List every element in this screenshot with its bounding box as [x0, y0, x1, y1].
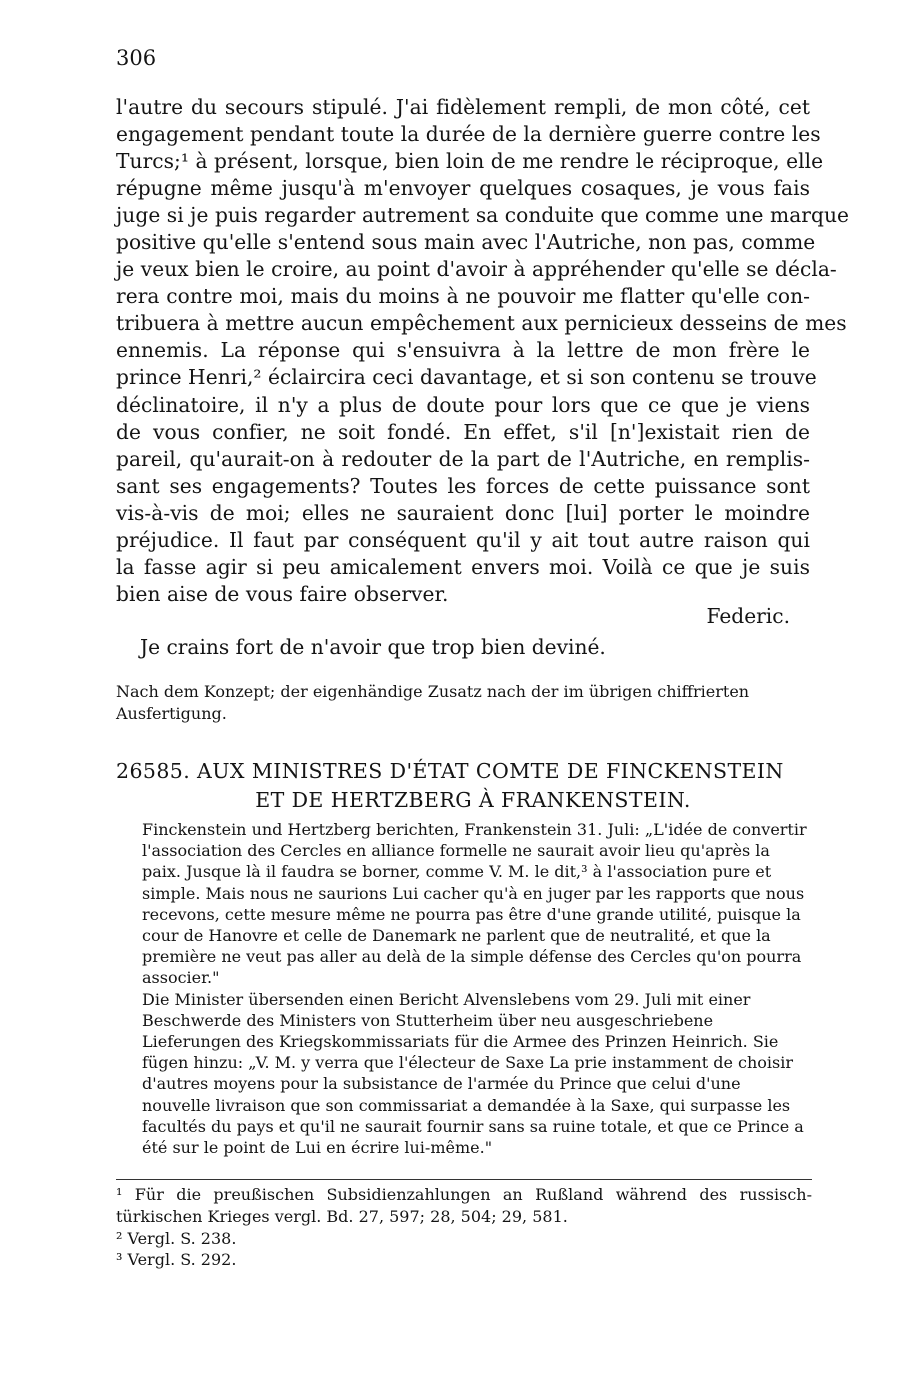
body-line: pareil, qu'aurait-on à redouter de la part de l'Autriche, en remplis-: [116, 446, 810, 471]
body-line: vis-à-vis de moi; elles ne sauraient donc [lui] porter le moindre: [116, 500, 810, 525]
body-line: de vous confier, ne soit fondé. En effet, s'il [n']existait rien de: [116, 419, 810, 444]
body-line: l'autre du secours stipulé. J'ai fidèlement rempli, de mon côté, cet: [116, 95, 810, 119]
body-line: juge si je puis regarder autrement sa conduite que comme une marque: [116, 203, 850, 228]
body-line: répugne même jusqu'à m'envoyer quelques cosaques, je vous fais: [116, 176, 810, 201]
postscript: Je crains fort de n'avoir que trop bien deviné.: [140, 635, 606, 659]
body-line: sant ses engagements? Toutes les forces de cette puissance sont: [116, 473, 810, 498]
body-line: je veux bien le croire, au point d'avoir à appréhender qu'elle se décla-: [116, 257, 837, 282]
body-line: engagement pendant toute la durée de la dernière guerre contre les: [116, 122, 821, 147]
body-line: bien aise de vous faire observer.: [116, 581, 449, 606]
body-line: Turcs;¹ à présent, lorsque, bien loin de me rendre le réciproque, elle: [116, 149, 824, 174]
footnote: ² Vergl. S. 238.: [116, 1228, 237, 1248]
summary-block: [116, 819, 812, 1158]
body-line: la fasse agir si peu amicalement envers moi. Voilà ce que je suis: [116, 554, 810, 579]
body-line: ennemis. La réponse qui s'ensuivra à la lettre de mon frère le: [116, 338, 810, 363]
footnote: ³ Vergl. S. 292.: [116, 1250, 237, 1270]
footnote-divider: [116, 1179, 812, 1180]
footnote-continuation: türkischen Krieges vergl. Bd. 27, 597; 28, 504; 29, 581.: [116, 1206, 568, 1226]
letter-heading-line-2: ET DE HERTZBERG À FRANKENSTEIN.: [255, 788, 691, 812]
body-line: déclinatoire, il n'y a plus de doute pour lors que ce que je viens: [116, 392, 810, 417]
page-number: 306: [116, 46, 157, 70]
summary-paragraph: Finckenstein und Hertzberg berichten, Frankenstein 31. Juli: „L'idée de convertir l'association des Cercles en alliance formelle ne saurait avoir lieu qu'après la paix. Jusque là il faudra se borner, comme V. M. le dit,³ à l'association pure et simple. Mais nous ne saurions Lui cacher qu'à en juger par les rapports que nous recevons, cette mesure même ne pourra pas être d'une grande utilité, puisque la cour de Hanovre et celle de Danemark ne parlent que de neutralité, et que la première ne veut pas aller au delà de la simple défense des Cercles qu'on pourra associer.": [142, 820, 807, 988]
letter-heading: [116, 757, 816, 815]
body-line: prince Henri,² éclaircira ceci davantage, et si son contenu se trouve: [116, 365, 817, 390]
footnote: ¹ Für die preußischen Subsidienzahlungen an Rußland während des russisch-: [116, 1185, 812, 1204]
source-note: Nach dem Konzept; der eigenhändige Zusatz nach der im übrigen chiffrierten Ausfertigung.: [116, 682, 750, 723]
letter-heading-line-1: 26585. AUX MINISTRES D'ÉTAT COMTE DE FINCKENSTEIN: [116, 759, 784, 783]
summary-paragraph: Die Minister übersenden einen Bericht Alvenslebens vom 29. Juli mit einer Beschwerde des Ministers von Stutterheim über neu ausgeschriebene Lieferungen des Kriegskommissariats für die Armee des Prinzen Heinrich. Sie fügen hinzu: „V. M. y verra que l'électeur de Saxe La prie instamment de choisir d'autres moyens pour la subsistance de l'armée du Prince que celui d'une nouvelle livraison que son commissariat a demandée à la Saxe, qui surpasse les facultés du pays et qu'il ne saurait fournir sans sa ruine totale, et que ce Prince a été sur le point de Lui en écrire lui-même.": [142, 989, 804, 1158]
body-line: positive qu'elle s'entend sous main avec l'Autriche, non pas, comme: [116, 230, 816, 255]
footnotes: [116, 1184, 812, 1271]
body-line: rera contre moi, mais du moins à ne pouvoir me flatter qu'elle con-: [116, 284, 810, 309]
signature: Federic.: [706, 604, 790, 628]
body-line: préjudice. Il faut par conséquent qu'il y ait tout autre raison qui: [116, 527, 810, 552]
body-line: tribuera à mettre aucun empêchement aux pernicieux desseins de mes: [116, 311, 847, 336]
letter-body: [116, 94, 850, 608]
